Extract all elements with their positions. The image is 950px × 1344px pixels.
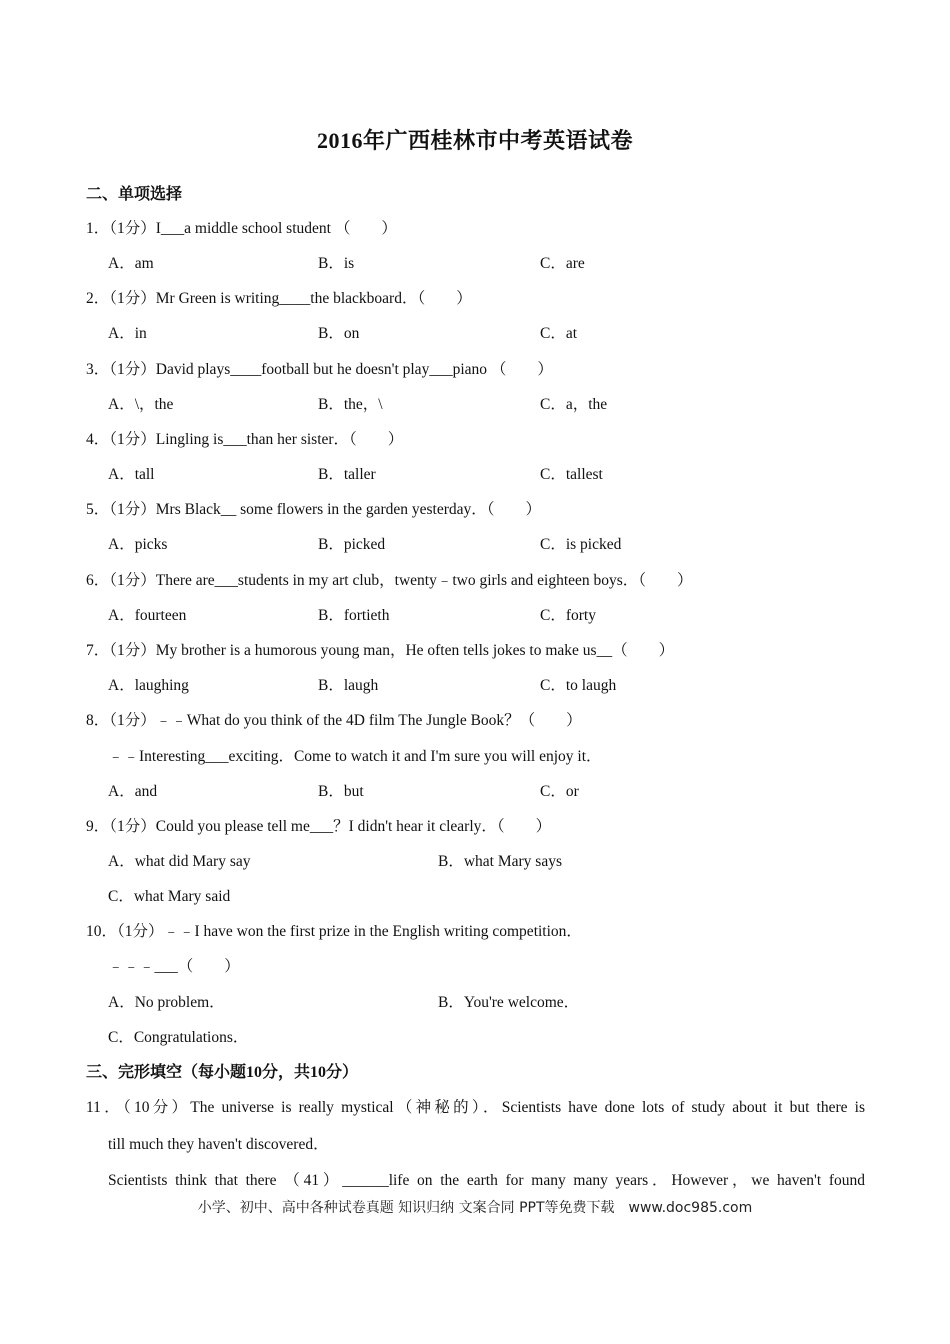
- option-c: C．is picked: [540, 536, 622, 553]
- option-c: C．Congratulations．: [108, 1029, 249, 1046]
- option-b: B．but: [318, 783, 364, 800]
- option-a: A．tall: [108, 466, 155, 483]
- option-c: C．are: [540, 255, 585, 272]
- question-9-stem: 9．（1分）Could you please tell me___？I didn't hear it clearly．（ ）: [86, 818, 552, 835]
- question-10-response: ﹣﹣﹣___（ ）: [108, 958, 240, 975]
- option-b: B．laugh: [318, 677, 379, 694]
- question-1-stem: 1．（1分）I___a middle school student （ ）: [86, 220, 397, 237]
- option-a: A．am: [108, 255, 154, 272]
- question-3-stem: 3．（1分）David plays____football but he doesn't play___piano （ ）: [86, 361, 553, 378]
- option-c: C．tallest: [540, 466, 603, 483]
- page-title: 2016年广西桂林市中考英语试卷: [316, 128, 633, 153]
- option-c: C．forty: [540, 607, 596, 624]
- option-b: B．fortieth: [318, 607, 390, 624]
- cloze-intro-line-2: till much they haven't discovered．: [108, 1136, 329, 1153]
- option-a: A．\，the: [108, 396, 174, 413]
- cloze-passage-line-1: Scientists think that there （41）______life on the earth for many many years．However，we haven't found: [108, 1172, 865, 1189]
- option-c: C．what Mary said: [108, 888, 231, 905]
- option-c: C．or: [540, 783, 579, 800]
- option-b: B．You're welcome．: [438, 994, 580, 1011]
- question-10-stem: 10．（1分）﹣﹣I have won the first prize in the English writing competition．: [86, 923, 582, 940]
- question-5-stem: 5．（1分）Mrs Black__ some flowers in the garden yesterday．（ ）: [86, 501, 542, 518]
- option-b: B．what Mary says: [438, 853, 562, 870]
- page-footer: 小学、初中、高中各种试卷真题 知识归纳 文案合同 PPT等免费下载 www.doc985.com: [197, 1200, 753, 1216]
- question-8-response: ﹣﹣Interesting___exciting．Come to watch it and I'm sure you will enjoy it．: [108, 748, 602, 765]
- option-b: B．the，\: [318, 396, 383, 413]
- option-a: A．No problem．: [108, 994, 225, 1011]
- option-c: C．to laugh: [540, 677, 617, 694]
- question-4-stem: 4．（1分）Lingling is___than her sister．（ ）: [86, 431, 404, 448]
- option-b: B．is: [318, 255, 355, 272]
- section-heading-single-choice: 二、单项选择: [86, 186, 183, 203]
- section-heading-cloze: 三、完形填空（每小题10分，共10分）: [86, 1064, 359, 1081]
- option-a: A．in: [108, 325, 147, 342]
- option-b: B．picked: [318, 536, 386, 553]
- option-a: A．laughing: [108, 677, 189, 694]
- question-2-stem: 2．（1分）Mr Green is writing____the blackboard．（ ）: [86, 290, 472, 307]
- option-a: A．picks: [108, 536, 168, 553]
- option-b: B．taller: [318, 466, 376, 483]
- option-a: A．fourteen: [108, 607, 187, 624]
- option-c: C．at: [540, 325, 578, 342]
- option-c: C．a，the: [540, 396, 608, 413]
- question-6-stem: 6．（1分）There are___students in my art club，twenty﹣two girls and eighteen boys．（ ）: [86, 572, 693, 589]
- cloze-intro-line-1: 11．（10分）The universe is really mystical（神秘的）．Scientists have done lots of study about it but there is: [86, 1099, 865, 1116]
- question-8-stem: 8．（1分）﹣﹣What do you think of the 4D film The Jungle Book？（ ）: [86, 712, 582, 729]
- option-a: A．what did Mary say: [108, 853, 251, 870]
- question-7-stem: 7．（1分）My brother is a humorous young man，He often tells jokes to make us__（ ）: [86, 642, 675, 659]
- option-b: B．on: [318, 325, 360, 342]
- option-a: A．and: [108, 783, 158, 800]
